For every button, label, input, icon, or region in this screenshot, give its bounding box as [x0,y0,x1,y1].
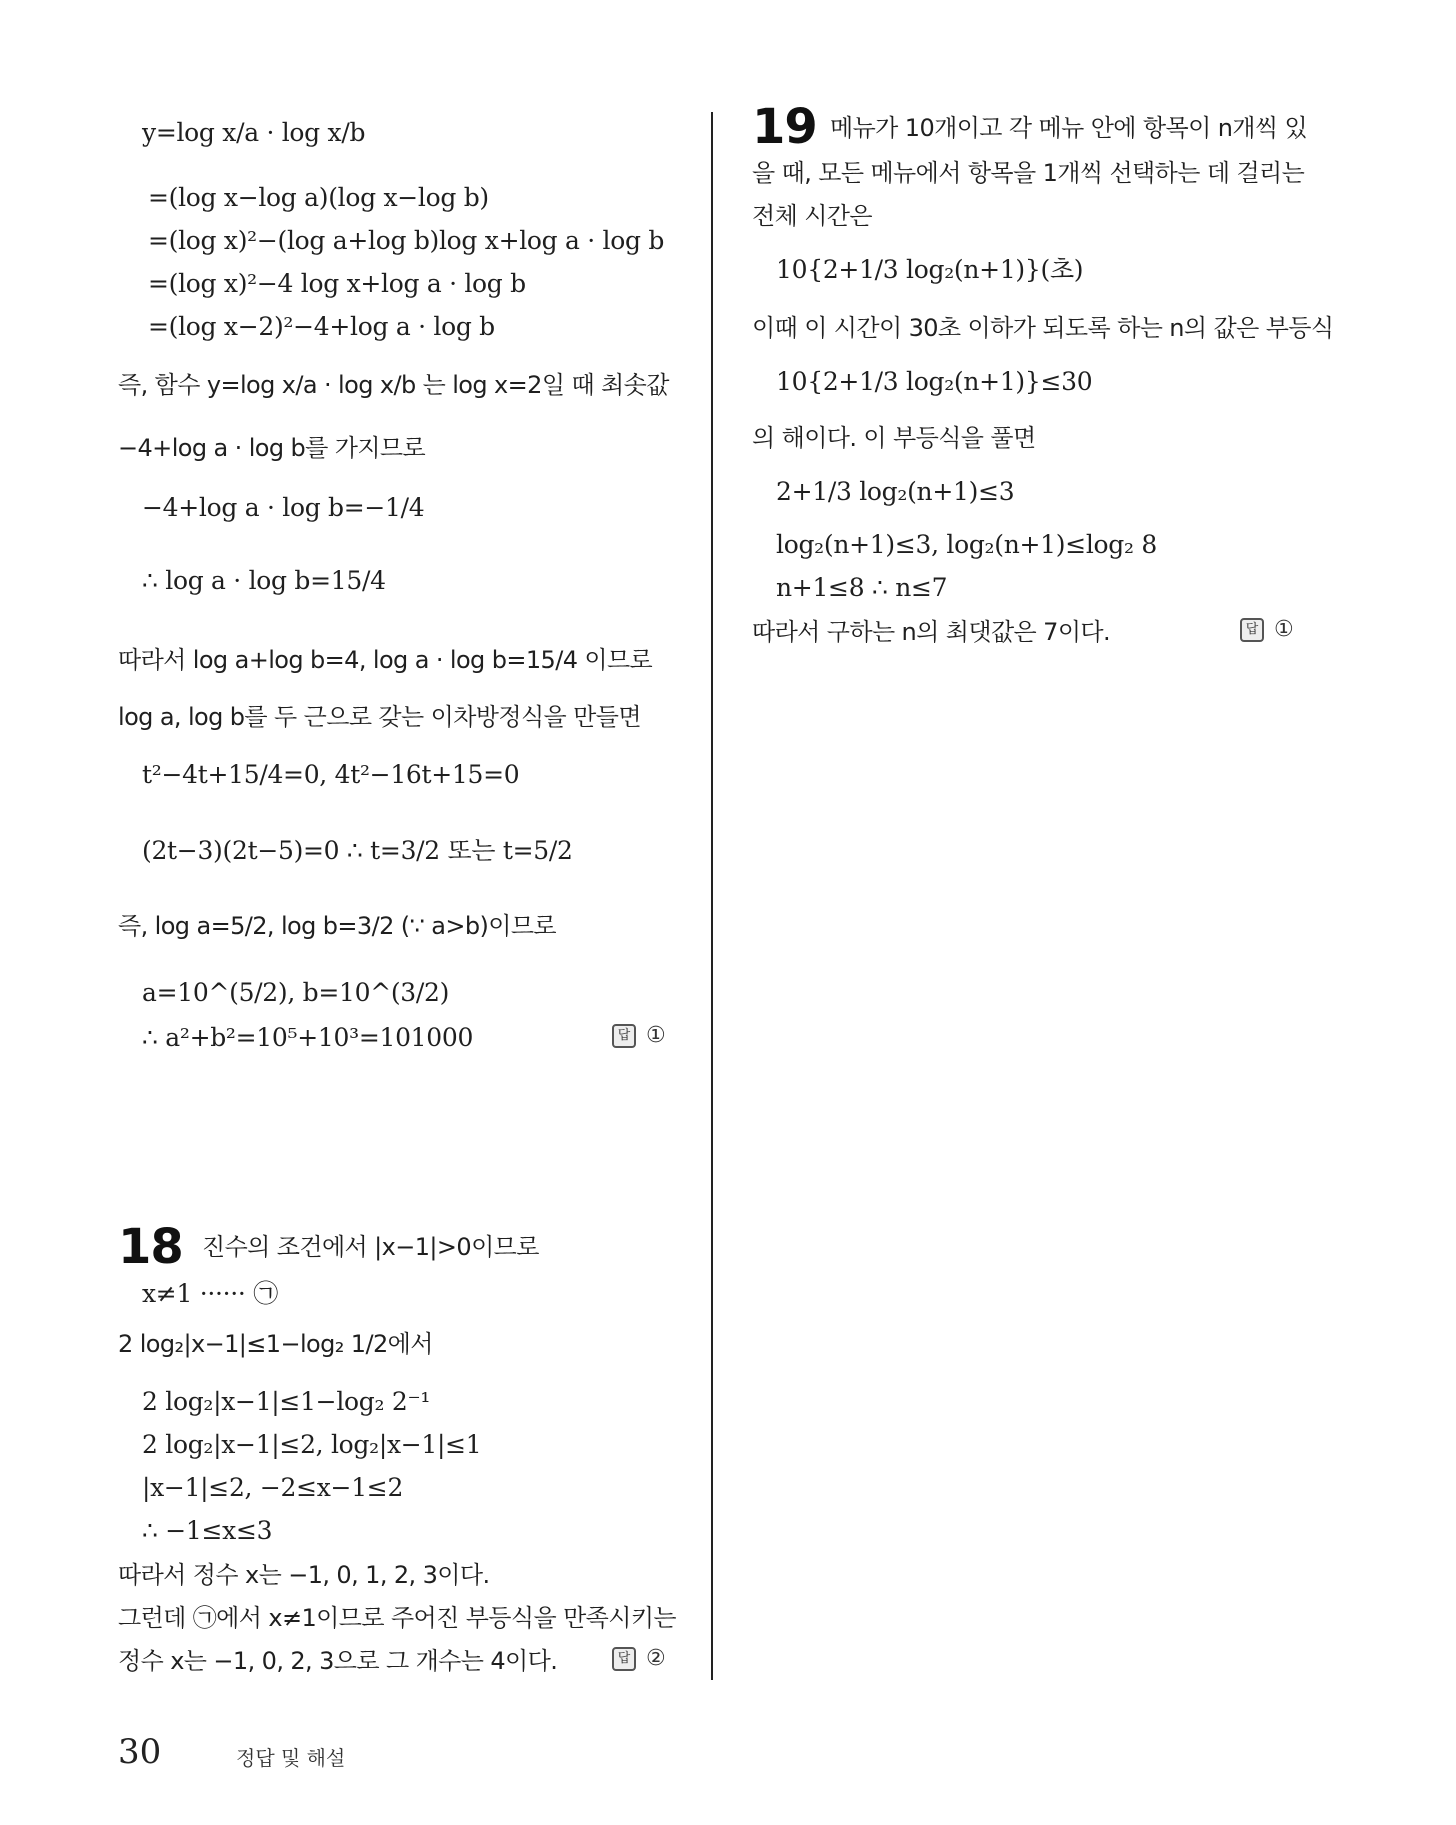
answer-value: ① [646,1023,666,1048]
solution-line: (2t−3)(2t−5)=0 ∴ t=3/2 또는 t=5/2 [142,836,573,865]
solution-line: 10{2+1/3 log₂(n+1)}(초) [776,255,1084,284]
solution-line: ∴ a²+b²=10⁵+10³=101000 [142,1023,474,1052]
solution-line: 진수의 조건에서 |x−1|>0이므로 [202,1233,539,1261]
question-number: 19 [752,99,817,155]
solution-line: a=10^(5/2), b=10^(3/2) [142,978,450,1007]
solution-line: ∴ −1≤x≤3 [142,1516,273,1545]
solution-line: 정수 x는 −1, 0, 2, 3으로 그 개수는 4이다. [118,1647,558,1675]
solution-line: 을 때, 모든 메뉴에서 항목을 1개씩 선택하는 데 걸리는 [752,159,1305,187]
solution-line: 의 해이다. 이 부등식을 풀면 [752,424,1036,452]
page-number: 30 [118,1732,162,1772]
solution-line: y=log x/a · log x/b [142,118,366,147]
section-label: 정답 및 해설 [236,1746,346,1770]
solution-line: t²−4t+15/4=0, 4t²−16t+15=0 [142,760,520,789]
solution-line: 이때 이 시간이 30초 이하가 되도록 하는 n의 값은 부등식 [752,314,1334,342]
solution-line: |x−1|≤2, −2≤x−1≤2 [142,1473,404,1502]
question-number: 18 [118,1219,183,1275]
solution-line: log₂(n+1)≤3, log₂(n+1)≤log₂ 8 [776,530,1157,559]
answer-mark [1240,617,1294,642]
solution-line: =(log x)²−4 log x+log a · log b [148,269,526,298]
solution-line: 따라서 정수 x는 −1, 0, 1, 2, 3이다. [118,1561,490,1589]
answer-badge: 답 [1240,618,1264,642]
solution-line: 따라서 log a+log b=4, log a · log b=15/4 이므로 [118,646,653,674]
solution-line: 전체 시간은 [752,202,872,230]
solution-line: 2 log₂|x−1|≤1−log₂ 1/2에서 [118,1330,433,1358]
solution-line: 그런데 ㉠에서 x≠1이므로 주어진 부등식을 만족시키는 [118,1604,677,1632]
solution-line: −4+log a · log b=−1/4 [142,493,425,522]
solution-line: 메뉴가 10개이고 각 메뉴 안에 항목이 n개씩 있 [830,114,1308,142]
answer-value: ② [646,1646,666,1671]
solution-line: n+1≤8 ∴ n≤7 [776,573,948,602]
solution-line: 2 log₂|x−1|≤2, log₂|x−1|≤1 [142,1430,482,1459]
solution-line: ∴ log a · log b=15/4 [142,566,386,595]
answer-badge: 답 [612,1647,636,1671]
solution-line: 2+1/3 log₂(n+1)≤3 [776,477,1015,506]
answer-badge: 답 [612,1024,636,1048]
solution-line: =(log x−2)²−4+log a · log b [148,312,495,341]
solution-line: 즉, log a=5/2, log b=3/2 (∵ a>b)이므로 [118,912,556,940]
answer-value: ① [1274,617,1294,642]
solution-line: x≠1 ······ ㉠ [142,1279,278,1308]
solution-line: 10{2+1/3 log₂(n+1)}≤30 [776,367,1093,396]
solution-line: =(log x−log a)(log x−log b) [148,183,489,212]
solution-line: =(log x)²−(log a+log b)log x+log a · log b [148,226,665,255]
column-divider [711,112,713,1680]
solution-line: −4+log a · log b를 가지므로 [118,434,426,462]
solution-line: 2 log₂|x−1|≤1−log₂ 2⁻¹ [142,1387,431,1416]
answer-mark [612,1646,666,1671]
solution-line: 즉, 함수 y=log x/a · log x/b 는 log x=2일 때 최솟값 [118,371,669,399]
solution-line: log a, log b를 두 근으로 갖는 이차방정식을 만들면 [118,703,641,731]
solution-line: 따라서 구하는 n의 최댓값은 7이다. [752,618,1111,646]
answer-mark [612,1023,666,1048]
